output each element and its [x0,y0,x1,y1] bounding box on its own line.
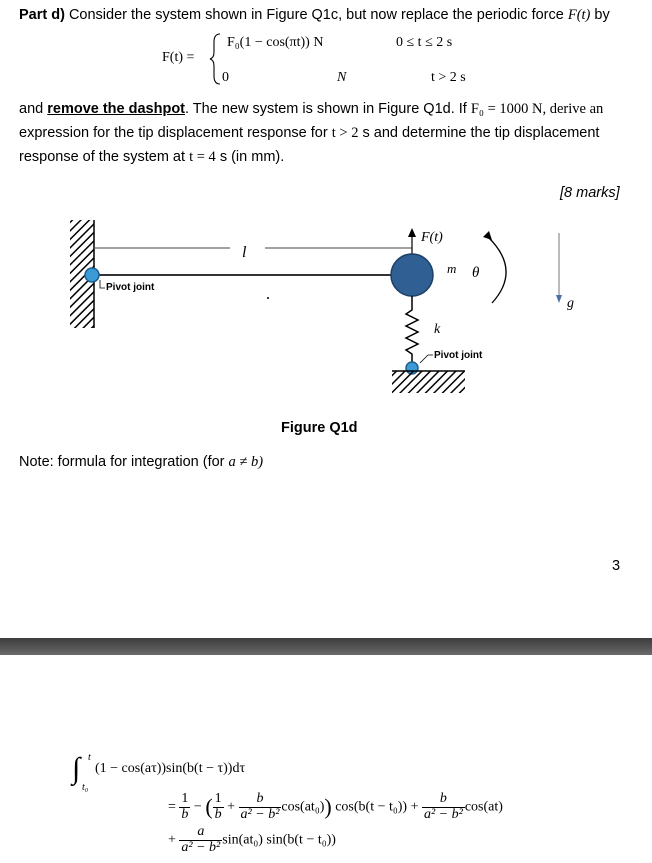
spring-icon [406,296,418,368]
length-label: l [242,244,247,261]
term-cos-at: cos(at) [464,799,503,815]
line2-post: s and determine the tip displacement [362,125,600,141]
eq-sign: = [168,799,176,815]
note [19,454,263,471]
mass-icon [391,254,433,296]
question-intro: Consider the system shown in Figure Q1c, but now replace the periodic force [68,7,564,23]
plus-sign-2: + [168,832,176,848]
question-line-0 [19,7,610,24]
page-divider [0,638,652,655]
formula-line-2 [168,825,336,855]
marks-label: [8 marks] [560,185,620,201]
question-line-1 [19,101,603,118]
rotation-arc-icon [488,237,506,303]
piecewise-case1-cond: 0 ≤ t ≤ 2 s [396,35,453,50]
integral-lower: t₀ [82,782,89,793]
angle-label: θ [472,265,480,281]
line3-post: s (in mm). [219,149,285,165]
frac-b-over-a2b2-2: $\frac{b}{\text{a² − b²}}$ [423,791,463,822]
frac-1-over-b: $\frac{1}{b}$ [181,791,189,822]
left-pivot-label: Pivot joint [106,282,155,293]
line3-t: t = 4 [189,149,216,165]
ground [392,371,465,393]
gravity-label: g [567,296,574,311]
force-label: F(t) [421,230,443,245]
note-text: Note: formula for integration (for [19,454,225,470]
left-pivot-icon [85,268,99,282]
minus-sign: − [193,799,202,815]
integral-sign: ∫ [72,752,81,785]
note-condition: a ≠ b) [228,454,264,470]
frac-b-over-a2b2: $\frac{b}{\text{a² − b²}}$ [240,791,280,822]
figure-q1d [0,215,652,415]
question-line-3 [19,149,284,166]
piecewise-case2-expr: 0 [222,70,229,85]
line2-pre: expression for the tip displacement response for [19,125,328,141]
question-by: by [594,7,610,23]
term-cos-bt: cos(b(t − t₀)) + [335,799,419,815]
part-label: Part d) [19,7,65,23]
term-sin-sin: sin(at₀) sin(b(t − t₀)) [222,832,336,848]
plus-sign: + [227,799,236,815]
piecewise-case2-unit: N [337,70,347,85]
term-cos-at0: cos(at₀) [281,799,325,815]
line1-f0: F₀ = 1000 N, derive an [470,101,604,117]
line2-t: t > 2 [331,125,359,141]
page-number: 3 [612,558,621,574]
piecewise-case2-cond: t > 2 s [431,70,466,85]
remove-dashpot-text: remove the dashpot [47,101,186,117]
line3-pre: response of the system at [19,149,186,165]
integrand: (1 − cos(aτ))sin(b(t − τ))dτ [95,761,246,776]
frac-1-over-b-inner: $\frac{1}{b}$ [214,791,222,822]
piecewise-case1-expr: F₀(1 − cos(πt)) N [227,35,324,50]
force-symbol: F(t) [567,7,591,23]
frac-a-over-a2b2: $\frac{a}{\text{a² − b²}}$ [181,824,221,855]
integral-upper: t [88,752,91,763]
formula-line-1: = $\frac{1}{b}$ − ( $\frac{1}{b}$ + $\frac{b}{\text{a² − b²}}$ cos(at₀)) cos(b(t − t₀)) + $\frac{b}{\text{a² − b²}}$ cos(at) [168,791,503,822]
question-line-2 [19,125,599,142]
line1-post: . The new system is shown in Figure Q1d. If [185,101,467,117]
bottom-pivot-label: Pivot joint [434,350,483,361]
line1-pre: and [19,101,44,117]
piecewise-lhs: F(t) = [162,50,195,65]
spring-label: k [434,322,441,337]
mass-label: m [447,261,457,276]
figure-caption: Figure Q1d [281,420,358,436]
